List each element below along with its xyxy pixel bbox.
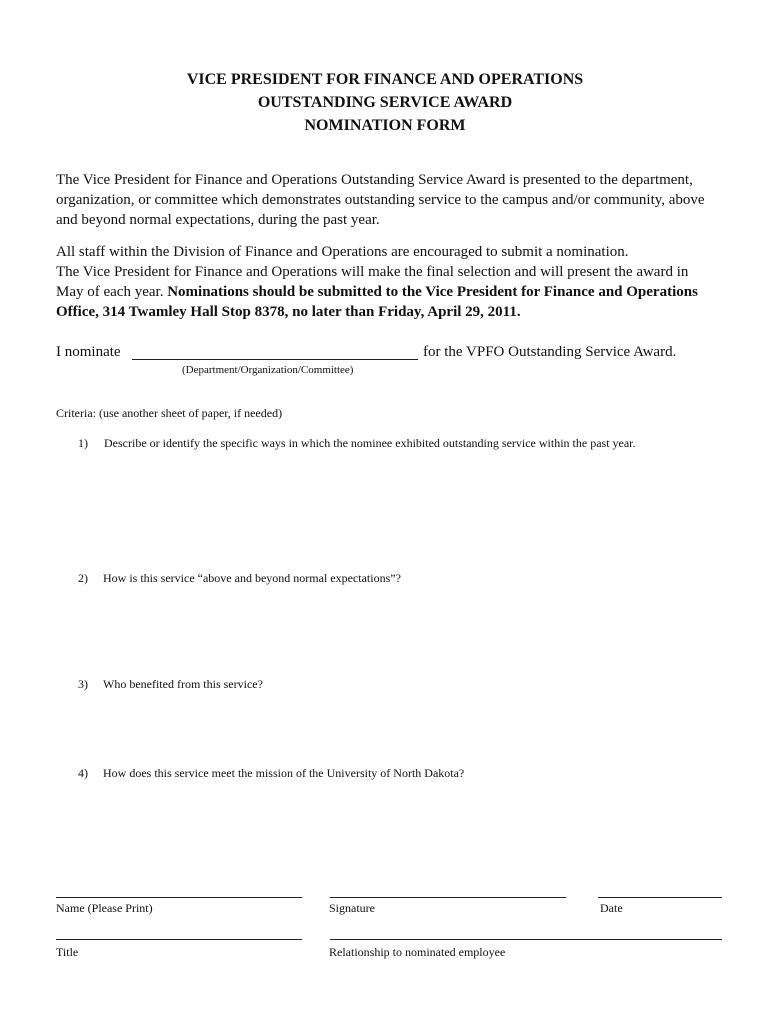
- criteria-heading: Criteria: (use another sheet of paper, if needed): [56, 406, 283, 420]
- criteria-4-text: How does this service meet the mission of the University of North Dakota?: [103, 766, 465, 780]
- title-field-line[interactable]: [56, 939, 302, 940]
- date-label: Date: [600, 901, 623, 915]
- intro-paragraph: The Vice President for Finance and Operations Outstanding Service Award is presented to the department, organization, or committee which demonstrates outstanding service to the campus and/or community, above and beyond normal expectations, during the past year.: [56, 172, 705, 228]
- criteria-3-number: 3): [78, 677, 88, 691]
- name-field-line[interactable]: [56, 897, 302, 898]
- submission-deadline-text: Nominations should be submitted to the Vice President for Finance and Operations Office, 314 Twamley Hall Stop 8378, no later than Friday, April 29, 2011.: [56, 284, 698, 320]
- criteria-3-text: Who benefited from this service?: [103, 677, 263, 691]
- instructions-paragraph: [56, 242, 718, 322]
- instructions-line-1: All staff within the Division of Finance and Operations are encouraged to submit a nomination.: [56, 244, 629, 260]
- instructions-line-2: [56, 262, 718, 322]
- relationship-field-line[interactable]: [330, 939, 722, 940]
- criteria-2-number: 2): [78, 571, 88, 585]
- title-label: Title: [56, 945, 79, 959]
- instructions-line-2-text: The Vice President for Finance and Operations will make the final selection and will present the award in May of each year.: [56, 264, 689, 300]
- date-field-line[interactable]: [598, 897, 722, 898]
- name-label: Name (Please Print): [56, 901, 153, 915]
- signature-field-line[interactable]: [330, 897, 566, 898]
- criteria-4-number: 4): [78, 766, 88, 780]
- nominee-field-hint: (Department/Organization/Committee): [182, 364, 354, 376]
- criteria-2-text: How is this service “above and beyond normal expectations”?: [103, 571, 401, 585]
- form-title-line-2: OUTSTANDING SERVICE AWARD: [257, 94, 513, 111]
- criteria-1-text: Describe or identify the specific ways in which the nominee exhibited outstanding service within the past year.: [104, 436, 636, 450]
- nominate-prefix: I nominate: [56, 344, 121, 360]
- form-title-line-3: NOMINATION FORM: [304, 117, 466, 134]
- relationship-label: Relationship to nominated employee: [329, 945, 506, 959]
- nominate-suffix: for the VPFO Outstanding Service Award.: [423, 344, 677, 360]
- form-title-line-1: VICE PRESIDENT FOR FINANCE AND OPERATIONS: [186, 71, 584, 88]
- nominee-field-line[interactable]: [132, 359, 418, 360]
- criteria-1-number: 1): [78, 436, 88, 450]
- signature-label: Signature: [329, 901, 375, 915]
